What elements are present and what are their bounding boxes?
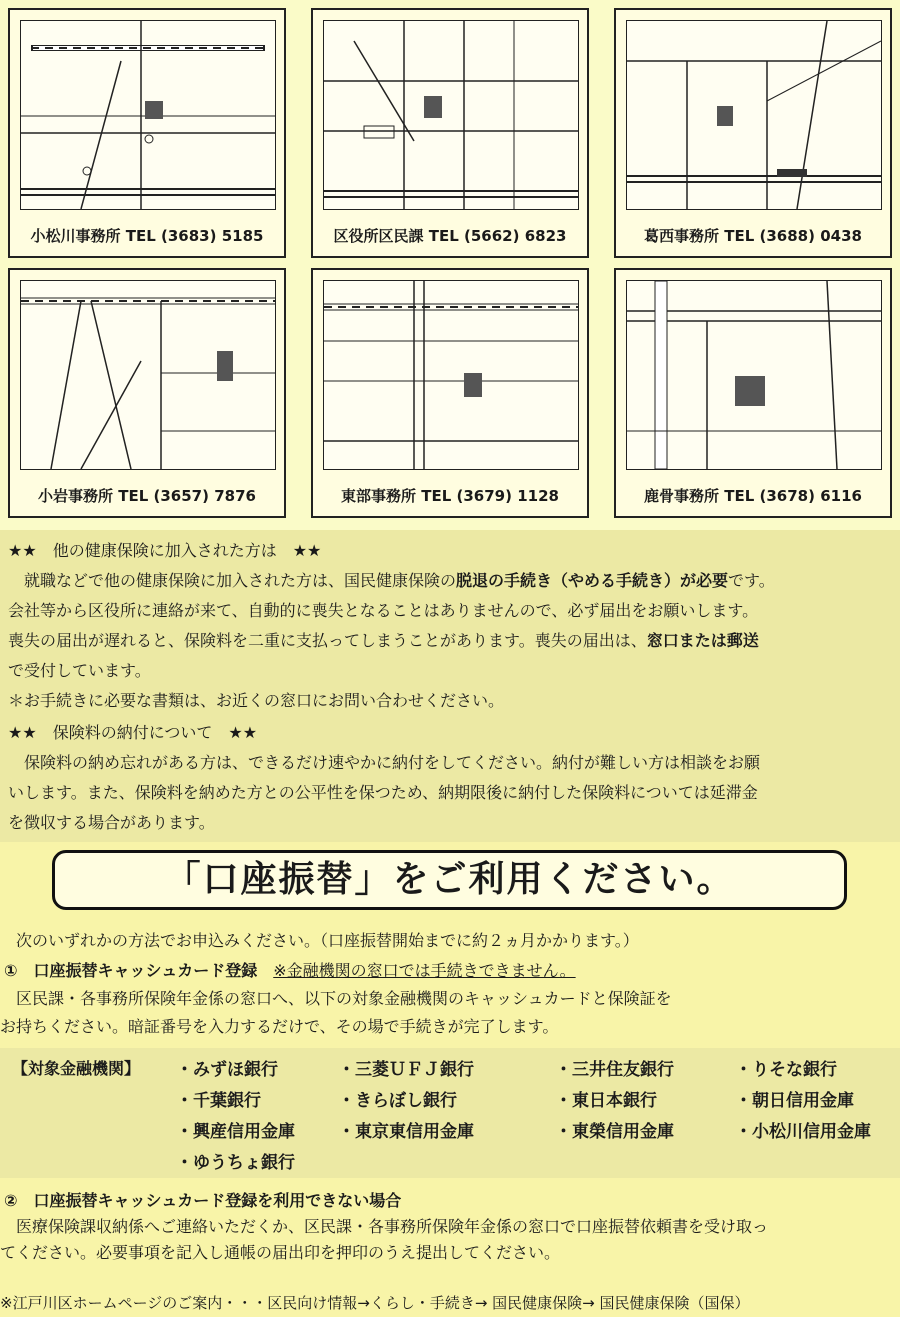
map-panel-koiwa [8,268,286,518]
map-komatsugawa [20,20,276,210]
map-panel-komatsugawa [8,8,286,258]
heading-payment: ★★ 保険料の納付について ★★ [8,723,258,742]
howto-intro: 次のいずれかの方法でお申込みください。（口座振替開始までに約２ヵ月かかります。） [0,931,639,950]
bank-item: ・朝日信用金庫 [735,1091,854,1111]
direct-debit-banner: 「口座振替」をご利用ください。 [52,850,847,910]
method2-title: ② 口座振替キャッシュカード登録を利用できない場合 [4,1191,402,1210]
notice-note: ＊お手続きに必要な書類は、お近くの窓口にお問い合わせください。 [8,691,505,710]
office-maps-section [0,0,900,530]
caption-koiwa: 小岩事務所 TEL (3657) 7876 [38,487,256,505]
homepage-guide: ※江戸川区ホームページのご案内・・・区民向け情報→くらし・手続き→ 国民健康保険→ 国民健康保険（国保） [0,1294,750,1312]
banks-title: 【対象金融機関】 [12,1059,141,1078]
method1-title: ① 口座振替キャッシュカード登録 [4,961,258,980]
notice-p1-line2: 会社等から区役所に連絡が来て、自動的に喪失となることはありませんので、必ず届出をお願いします。 [8,601,759,620]
notice-p2-line3: を徴収する場合があります。 [8,813,215,832]
bank-item: ・興産信用金庫 [176,1122,295,1142]
map-shishibone [626,280,882,470]
notice-p1-line3 [8,630,759,652]
map-tobu [323,280,579,470]
map-panel-kuyakusho [311,8,589,258]
map-panel-kasai [614,8,892,258]
method1-heading [4,960,576,982]
method1-note: ※金融機関の窓口では手続きできません。 [273,961,576,980]
map-kasai [626,20,882,210]
bank-item: ・東日本銀行 [555,1091,657,1111]
bank-item: ・三井住友銀行 [555,1060,674,1080]
notice-p1-text: 就職などで他の健康保険に加入された方は、国民健康保険の [8,571,457,590]
notice-p1-line3-bold: 窓口または郵送 [646,631,759,650]
target-banks-section [0,1048,900,1178]
bank-item: ・りそな銀行 [735,1060,837,1080]
caption-kuyakusho: 区役所区民課 TEL (5662) 6823 [333,227,567,245]
method1-line2: お持ちください。暗証番号を入力するだけで、その場で手続きが完了します。 [0,1017,559,1036]
bank-item: ・みずほ銀行 [176,1060,278,1080]
map-panel-tobu [311,268,589,518]
method2-line1: 医療保険課収納係へご連絡いただくか、区民課・各事務所保険年金係の窓口で口座振替依頼書を受け取っ [0,1217,769,1236]
method1-line1: 区民課・各事務所保険年金係の窓口へ、以下の対象金融機関のキャッシュカードと保険証を [0,989,672,1008]
notice-section [0,530,900,842]
bank-item: ・ゆうちょ銀行 [176,1153,295,1173]
map-koiwa [20,280,276,470]
notice-p1-line3-text: 喪失の届出が遅れると、保険料を二重に支払ってしまうことがあります。喪失の届出は、 [8,631,647,650]
notice-p2-line2: いします。また、保険料を納めた方との公平性を保つため、納期限後に納付した保険料については延滞金 [8,783,758,802]
notice-p1-bold: 脱退の手続き（やめる手続き）が必要 [456,571,729,590]
bank-item: ・東榮信用金庫 [555,1122,674,1142]
notice-p1-end: です。 [728,571,775,590]
bank-item: ・三菱ＵＦＪ銀行 [338,1060,474,1080]
caption-shishibone: 鹿骨事務所 TEL (3678) 6116 [644,487,862,505]
bank-item: ・東京東信用金庫 [338,1122,474,1142]
bank-item: ・きらぼし銀行 [338,1091,457,1111]
bank-item: ・千葉銀行 [176,1091,261,1111]
notice-p1-line4: で受付しています。 [8,661,151,680]
map-panel-shishibone [614,268,892,518]
notice-p1-line1 [8,570,775,592]
method2-line2: てください。必要事項を記入し通帳の届出印を押印のうえ提出してください。 [0,1243,561,1262]
bank-item: ・小松川信用金庫 [735,1122,871,1142]
heading-other-insurance: ★★ 他の健康保険に加入された方は ★★ [8,541,322,560]
notice-p2-line1: 保険料の納め忘れがある方は、できるだけ速やかに納付をしてください。納付が難しい方は相談をお願 [8,753,761,772]
caption-kasai: 葛西事務所 TEL (3688) 0438 [644,227,862,245]
caption-komatsugawa: 小松川事務所 TEL (3683) 5185 [30,227,264,245]
caption-tobu: 東部事務所 TEL (3679) 1128 [341,487,559,505]
map-kuyakusho [323,20,579,210]
